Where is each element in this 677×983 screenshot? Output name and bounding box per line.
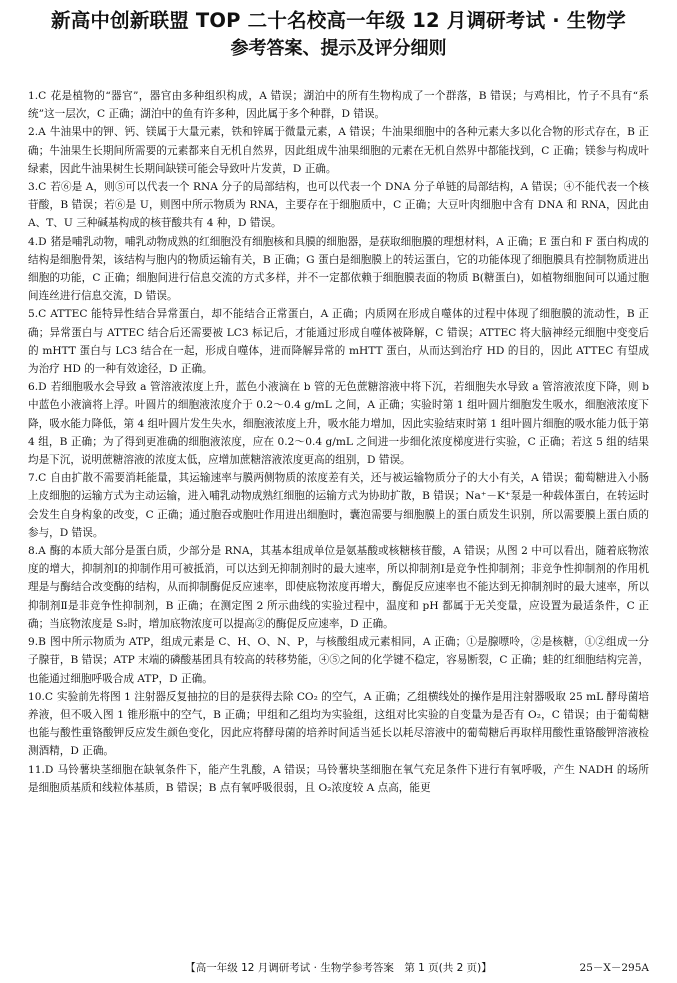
answer-number: 7. (28, 472, 39, 485)
answer-item-11 (28, 761, 649, 797)
answer-key: D (38, 381, 47, 394)
answer-item-9 (28, 633, 649, 688)
answer-number: 3. (28, 181, 39, 194)
answer-number: 8. (28, 545, 39, 558)
answer-explanation: 实验前先将图 1 注射器反复抽拉的目的是获得去除 CO₂ 的空气，A 正确；乙组横线处的操作是用注射器吸取 25 mL 酵母菌培养液，但不吸入图 1 锥形瓶中的空气，B 正确；甲组和乙组均为实验组，这组对比实验的自变量为是否有 O₂，C 错误；由于葡萄糖也能与酸性重铬酸钾反应发生颜色变化，因此应将酵母菌的培养时间适当延长以耗尽溶液中的葡萄糖后再取样用酸性重铬酸钾溶液检测酒精，D 正确。 (28, 690, 649, 758)
answer-key: D (44, 763, 54, 776)
answer-explanation: 花是植物的“器官”，器官由多种组织构成，A 错误；湖泊中的所有生物构成了一个群落，B 错误；与鸡相比，竹子不具有“系统”这一层次，C 正确；湖泊中的鱼有许多种，因此属于多个种群，D 错误。 (28, 90, 649, 121)
answer-item-5 (28, 305, 649, 378)
answer-number: 9. (28, 636, 39, 649)
answer-explanation: ATTEC 能特异性结合异常蛋白，却不能结合正常蛋白，A 正确；内质网在形成自噬体的过程中体现了细胞膜的流动性，B 正确；异常蛋白与 ATTEC 结合后还需要被 LC3 标记后，才能通过形成自噬体被降解，C 错误；ATTEC 将大脑神经元细胞中变变后的 mHTT 蛋白与 LC3 结合在一起，形成自噬体，进而降解异常的 mHTT 蛋白，从而达到治疗 HD 的目的，因此 ATTEC 有望成为治疗 HD 的一种有效途径，D 正确。 (28, 308, 649, 376)
answer-explanation: 猪是哺乳动物，哺乳动物成熟的红细胞没有细胞核和具膜的细胞器，是获取细胞膜的理想材料，A 正确；E 蛋白和 F 蛋白构成的结构是细胞骨架，该结构与胞内的物质运输有关，B 正确；G 蛋白是细胞膜上的转运蛋白，它的功能体现了细胞膜具有控制物质进出细胞的功能，C 正确；细胞间进行信息交流的方式多样，并不一定都依赖于细胞膜表面的物质 B(糖蛋白)，如植物细胞间可以通过胞间连丝进行信息交流，D 错误。 (28, 235, 649, 303)
answer-explanation: 酶的本质大部分是蛋白质，少部分是 RNA，其基本组成单位是氨基酸或核糖核苷酸，A 错误；从图 2 中可以看出，随着底物浓度的增大，抑制剂Ⅰ的抑制作用可被抵消，可以达到无抑制剂时的最大速率，所以抑制剂Ⅰ是竞争性抑制剂；非竞争性抑制剂的作用机理是与酶结合改变酶的结构，从而抑制酶促反应速率，即使底物浓度再增大，酶促反应速率也不能达到无抑制剂时的最大速率，所以抑制剂Ⅱ是非竞争性抑制剂，B 正确；在测定图 2 所示曲线的实验过程中，温度和 pH 都属于无关变量，应设置为最适条件，C 正确；当底物浓度是 S₂时，增加底物浓度可以提高②的酶促反应速率，D 正确。 (28, 545, 649, 630)
answer-number: 6. (28, 381, 39, 394)
footer-paper-code: 25－X－295A (579, 962, 649, 974)
answer-item-3 (28, 178, 649, 233)
answer-key: C (44, 690, 53, 703)
answer-number: 11. (28, 763, 45, 776)
answer-item-10 (28, 688, 649, 761)
answer-key: C (38, 308, 47, 321)
answer-list (28, 87, 649, 797)
answer-number: 4. (28, 235, 39, 248)
answer-key: A (38, 545, 46, 558)
answer-explanation: 自由扩散不需要消耗能量，其运输速率与膜两侧物质的浓度差有关，还与被运输物质分子的大小有关，A 错误；葡萄糖进入小肠上皮细胞的运输方式为主动运输，进入哺乳动物成熟红细胞的运输方式为协助扩散，B 错误；Na⁺－K⁺泵是一种载体蛋白，在转运时会发生自身构象的改变，C 正确；通过胞吞或胞吐作用进出细胞时，囊泡需要与细胞膜上的蛋白质发生识别，所以需要膜上蛋白质的参与，D 错误。 (28, 472, 649, 539)
answer-number: 5. (28, 308, 39, 321)
answer-explanation: 马铃薯块茎细胞在缺氧条件下，能产生乳酸，A 错误；马铃薯块茎细胞在氧气充足条件下进行有氧呼吸，产生 NADH 的场所是细胞质基质和线粒体基质，B 错误；B 点有氧呼吸很弱，且 O₂浓度较 A 点高，能更 (28, 763, 649, 794)
answer-item-1 (28, 87, 649, 123)
answer-key: C (38, 181, 47, 194)
answer-key: B (38, 636, 46, 649)
answer-explanation: 牛油果中的钾、钙、镁属于大量元素，铁和锌属于微量元素，A 错误；牛油果细胞中的各种元素大多以化合物的形式存在，B 正确；牛油果生长期间所需要的元素都来自无机自然界，因此组成牛油果细胞的元素在无机自然界中都能找到，C 正确；镁参与构成叶绿素，因此牛油果树生长期间缺镁可能会导致叶片发黄，D 正确。 (28, 126, 649, 175)
answer-explanation: 若细胞吸水会导致 a 管溶液浓度上升，蓝色小液滴在 b 管的无色蔗糖溶液中将下沉，若细胞失水导致 a 管溶液浓度下降，则 b 中蓝色小液滴将上浮。叶圆片的细胞液浓度介于 0.2～0.4 g/mL 之间，A 正确；实验时第 1 组叶圆片细胞发生吸水，细胞液浓度下降，吸水能力降低，第 4 组叶圆片发生失水，细胞液浓度上升，吸水能力增加，因此实验结束时第 1 组叶圆片细胞的吸水能力低于第 4 组，B 正确；为了得到更准确的细胞液浓度，应在 0.2～0.4 g/mL 之间进一步细化浓度梯度进行实验，C 正确；若这 5 组的结果均是下沉，说明蔗糖溶液的浓度太低，应增加蔗糖溶液浓度更高的组别，D 错误。 (28, 381, 649, 467)
answer-explanation: 若⑥是 A，则⑤可以代表一个 RNA 分子的局部结构，也可以代表一个 DNA 分子单链的局部结构，A 错误；④不能代表一个核苷酸，B 错误；若⑥是 U，则图中所示物质为 RNA，主要存在于细胞质中，C 正确；大豆叶肉细胞中含有 DNA 和 RNA，因此由 A、T、U 三种碱基构成的核苷酸共有 4 种，D 错误。 (28, 181, 649, 230)
answer-item-2 (28, 123, 649, 178)
answer-item-7 (28, 469, 649, 542)
answer-key: D (38, 235, 47, 248)
answer-key: C (38, 90, 47, 102)
answer-item-4 (28, 233, 649, 306)
answer-key: A (38, 126, 46, 139)
answer-item-6 (28, 378, 649, 469)
page-subtitle: 参考答案、提示及评分细则 (230, 38, 447, 59)
answer-item-8 (28, 542, 649, 633)
footer-page-info: 【高一年级 12 月调研考试 · 生物学参考答案 第 1 页(共 2 页)】 (185, 962, 492, 974)
answer-number: 10. (28, 690, 45, 703)
answer-number: 1. (28, 90, 39, 102)
answer-key: C (38, 472, 47, 485)
page-footer (28, 961, 649, 975)
page-title: 新高中创新联盟 TOP 二十名校高一年级 12 月调研考试 · 生物学 (51, 9, 626, 32)
answer-number: 2. (28, 126, 39, 139)
answer-explanation: 图中所示物质为 ATP，组成元素是 C、H、O、N、P，与核酸组成元素相同，A 正确；①是腺嘌呤，②是核糖，①②组成一分子腺苷，B 错误；ATP 末端的磷酸基团具有较高的转移势能，④⑤之间的化学键不稳定，容易断裂，C 正确；蛙的红细胞结构完善，也能通过细胞呼吸合成 ATP，D 正确。 (28, 636, 649, 685)
